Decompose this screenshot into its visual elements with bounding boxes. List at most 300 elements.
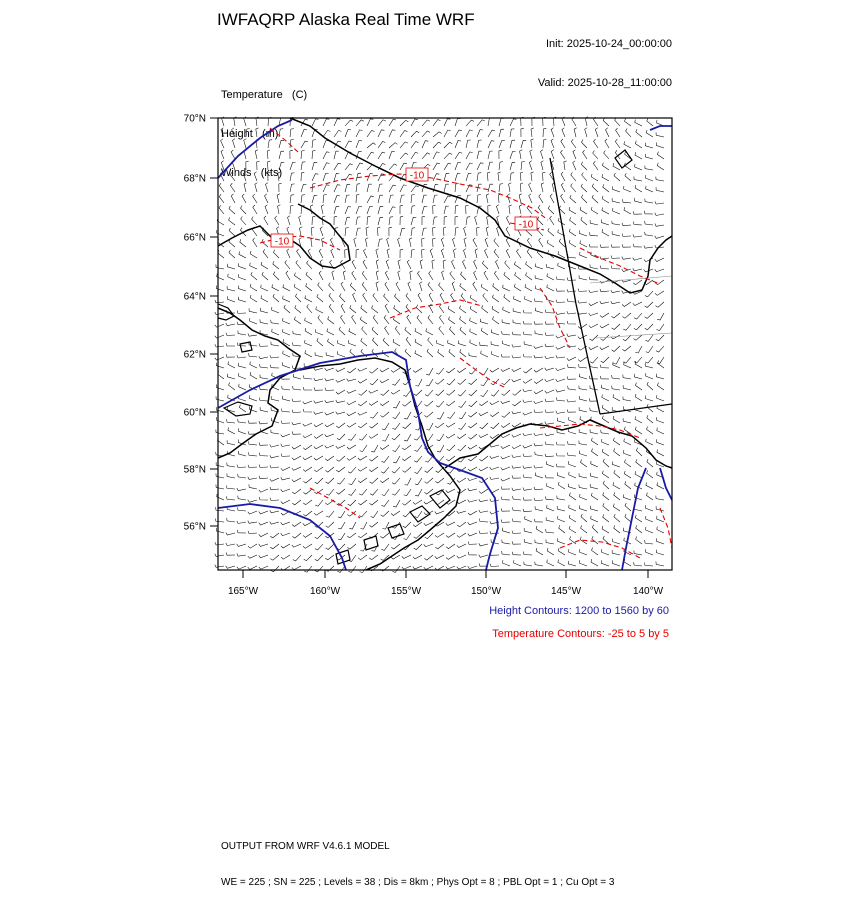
wind-barb [230,183,235,192]
wind-barb [281,500,290,504]
wind-barb [422,141,428,148]
wind-barb [314,368,323,371]
wind-barb [439,304,444,313]
wind-barb [303,544,312,548]
wind-barb [358,456,367,460]
wind-barb [509,205,512,214]
wind-barb [440,293,444,302]
wind-barb [413,555,422,559]
wind-barb [227,419,235,423]
wind-barb [470,340,477,346]
wind-barb [417,315,422,324]
wind-barb [425,390,433,396]
wind-barb [314,401,323,404]
wind-barb [349,340,357,346]
wind-barb [260,319,268,324]
wind-barb [226,323,235,326]
wind-barb [505,261,510,270]
wind-barb [358,423,367,428]
wind-barb [635,346,642,353]
wind-barb [490,467,499,470]
wind-barb [455,141,461,148]
wind-barb [337,478,345,484]
wind-barb [506,249,510,258]
wind-barb [250,395,258,401]
wind-barb [479,519,488,522]
wind-barb [312,162,317,170]
wind-barb [311,238,314,247]
wind-barb [512,401,521,406]
wind-barb [275,216,279,225]
wind-barb [657,383,664,390]
wind-barb [464,227,467,236]
wind-barb [443,227,446,236]
wind-barb [301,195,305,203]
wind-barb [556,453,565,456]
wind-barb [657,152,664,159]
wind-barb [527,238,532,247]
wind-barb [568,561,576,566]
wind-barb [248,566,257,570]
wind-barb [215,554,224,557]
wind-barb [395,326,400,335]
wind-barb [459,401,467,407]
wind-barb [645,540,653,544]
wind-barb [338,511,345,518]
wind-barb [356,141,362,149]
wind-barb [369,555,378,560]
wind-barb [292,566,301,570]
wind-barb [385,304,389,313]
wind-barb [325,400,334,403]
wind-barb [259,398,268,401]
wind-barb [600,256,609,259]
wind-barb [369,456,378,461]
wind-barb [226,552,235,555]
wind-barb [494,238,499,247]
wind-barb [425,401,434,406]
wind-barb [513,320,521,324]
wind-barb [356,217,360,225]
wind-barb [369,500,378,505]
wind-barb [340,294,346,302]
wind-barb [482,305,488,313]
wind-barb [358,555,367,560]
wind-barb [295,294,301,302]
wind-barb [503,285,510,291]
wind-barb [318,283,323,292]
wind-barb [570,195,576,203]
wind-barb [327,328,334,335]
wind-barb [228,296,236,302]
wind-barb [229,228,235,236]
wind-barb [436,390,444,396]
wind-barb [523,310,532,313]
wind-barb [389,130,395,137]
wind-barb [501,486,510,489]
wind-barb [570,536,576,544]
wind-barb [556,277,565,281]
wind-barb [290,129,294,137]
wind-barb [259,344,268,347]
wind-barb [219,205,224,214]
wind-barb [437,445,444,452]
wind-barb [444,153,452,159]
wind-barb [561,139,565,148]
wind-barb [580,207,587,214]
wind-barb [501,445,510,449]
wind-barb [546,264,554,269]
wind-barb [603,536,609,544]
wind-barb [244,183,247,192]
wind-barb [336,412,345,415]
wind-barb [270,544,279,549]
wind-barb [538,217,544,225]
wind-barb [604,151,609,160]
wind-barb [249,441,258,445]
wind-barb [590,232,599,236]
wind-barb [623,397,631,402]
wind-barb [221,150,224,159]
wind-barb [534,498,543,501]
wind-barb [512,466,521,469]
wind-barb [501,354,510,357]
wind-barb [602,526,609,533]
wind-barb [556,346,565,349]
wind-barb [614,448,620,456]
wind-barb [396,282,400,291]
valid-time: Valid: 2025-10-28_11:00:00 [537,77,672,89]
wind-barb [366,227,369,236]
wind-barb [590,408,598,412]
wind-barb [510,173,514,181]
wind-barb [238,419,246,423]
wind-barb [601,385,609,390]
wind-barb [624,439,631,446]
wind-barb [345,141,352,148]
wind-barb [556,335,565,338]
wind-barb [381,390,389,395]
wind-barb [255,183,258,192]
wind-barb [523,389,532,392]
wind-barb [655,213,664,216]
wind-barb [646,186,653,192]
wind-barb [519,205,522,214]
wind-barb [545,390,554,393]
wind-barb [513,390,522,395]
wind-barb [468,488,477,491]
wind-barb [331,249,334,258]
wind-barb [281,533,290,536]
wind-barb [569,526,576,533]
wind-barb [499,150,502,159]
wind-barb [381,467,389,473]
wind-barb [512,332,521,335]
wind-barb [514,262,521,269]
wind-barb [303,511,312,516]
wind-barb [424,489,433,494]
wind-barb [602,560,610,566]
wind-barb [271,320,279,324]
wind-barb [477,151,482,159]
wind-barb [283,318,290,324]
wind-barb [581,525,587,533]
wind-barb [238,297,246,302]
wind-barb [525,296,532,302]
wind-barb [634,562,642,566]
wind-barb [468,434,477,439]
wind-barb [442,271,445,280]
wind-barb [392,566,400,572]
wind-barb [334,119,340,126]
wind-barb [227,374,235,379]
wind-barb [592,536,598,544]
wind-barb [260,308,268,313]
wind-barb [367,196,374,203]
wind-barb [589,313,598,316]
wind-barb [249,353,257,357]
wind-barb [581,184,587,192]
wind-barb [644,563,653,567]
wind-barb [567,334,576,337]
wind-barb [329,293,334,302]
wind-barb [312,150,316,159]
wind-barb [404,489,411,496]
wind-barb [392,379,400,385]
wind-barb [455,205,458,214]
wind-barb [512,445,521,449]
wind-barb [293,331,301,335]
wind-barb [422,153,430,159]
wind-barb [259,497,268,500]
wind-barb [613,482,620,489]
wind-barb [622,346,631,351]
wind-barb [645,291,653,297]
wind-barb [283,362,291,368]
wind-barb [457,566,466,569]
wind-barb [281,544,290,548]
wind-barb [469,353,477,357]
wind-barb [573,161,576,170]
wind-barb [268,161,271,170]
wind-barb [347,533,356,538]
wind-barb [315,352,323,357]
wind-barb [238,507,247,511]
wind-barb [336,368,345,372]
wind-barb [558,559,565,566]
wind-barb [523,412,532,415]
wind-barb [221,139,224,148]
wind-barb [488,118,492,126]
wind-barb [303,401,312,404]
wind-barb [303,434,312,438]
wind-barb [293,342,302,346]
wind-barb [373,315,378,324]
wind-barb [567,321,576,324]
wind-barb [345,207,351,214]
wind-barb [241,206,247,214]
wind-barb [499,118,504,126]
wind-barb [314,456,323,460]
wind-barb [314,423,323,427]
wind-barb [531,139,534,148]
map-title: IWFAQRP Alaska Real Time WRF [217,10,475,29]
wind-barb [526,273,532,281]
wind-barb [229,239,235,247]
wind-barb [546,496,555,500]
wind-barb [265,194,269,203]
wind-barb [370,489,378,495]
wind-barb [525,516,532,522]
wind-barb [394,305,400,313]
wind-barb [512,475,521,478]
wind-barb [466,140,471,148]
wind-barb [657,482,664,489]
wind-barb [380,445,389,450]
wind-barb [509,183,512,192]
wind-barb [612,346,620,352]
wind-barb [646,439,653,445]
wind-barb [625,514,631,522]
wind-barb [358,478,367,483]
wind-barb [589,244,598,247]
wind-barb [535,562,543,566]
wind-barb [326,544,334,550]
wind-barb [380,533,389,538]
wind-barb [356,207,362,215]
wind-barb [613,362,620,368]
wind-barb [504,294,510,302]
wind-barb [325,445,334,448]
wind-barb [477,120,485,126]
svg-text:-10: -10 [274,236,290,248]
wind-barb [470,295,477,302]
wind-barb [432,260,435,269]
wind-barb [216,396,224,401]
wind-barb [326,489,334,495]
wind-barb [272,284,279,291]
wind-barb [433,227,436,236]
wind-barb [325,456,334,461]
wind-barb [468,478,477,481]
wind-barb [568,441,576,445]
wind-barb [447,390,456,395]
wind-barb [567,357,576,361]
wind-barb [348,566,356,572]
wind-barb [571,139,576,148]
wind-barb [468,412,477,417]
wind-barb [579,429,587,434]
wind-barb [647,382,653,390]
wind-barb [656,187,664,192]
wind-barb [558,482,565,489]
wind-barb [400,153,408,159]
wind-barb [433,238,436,247]
wind-barb [523,454,532,457]
wind-barb [589,376,598,379]
wind-barb [589,324,598,328]
wind-barb [345,130,351,137]
wind-barb [655,201,664,204]
wind-barb [271,430,279,434]
wind-barb [238,496,246,500]
wind-barb [557,472,565,478]
wind-barb [466,152,473,159]
wind-barb [490,412,499,417]
wind-barb [657,538,665,544]
wind-barb [611,313,620,318]
wind-barb [328,316,334,324]
wind-barb [657,449,664,456]
wind-barb [545,442,554,445]
wind-barb [470,329,477,335]
wind-barb [402,500,411,505]
wind-barb [348,500,356,506]
wind-barb [389,143,398,148]
wind-barb [226,333,235,336]
wind-barb [468,456,477,461]
wind-barb [363,260,367,269]
wind-barb [314,378,323,381]
wind-barb [481,284,488,291]
wind-barb [380,379,389,383]
wind-barb [345,184,350,192]
wind-barb [411,186,419,192]
wind-barb [384,315,389,324]
wind-barb [259,533,268,537]
wind-barb [404,434,411,441]
wind-barb [323,195,327,204]
wind-barb [567,376,576,379]
border [550,158,672,414]
wind-barb [513,496,521,500]
wind-barb [446,401,455,406]
wind-barb [338,340,346,346]
wind-barb [428,315,433,324]
wind-barb [580,494,587,500]
wind-barb [634,374,642,379]
wind-barb [493,283,499,291]
wind-barb [238,474,246,478]
wind-barb [457,368,466,373]
wind-barb [400,185,407,192]
wind-barb [433,152,440,159]
wind-barb [215,542,224,545]
wind-barb [581,217,587,225]
wind-barb [381,500,389,506]
wind-barb [248,531,257,534]
wind-barb [226,486,235,490]
wind-barb [622,223,631,226]
wind-barb [510,140,515,148]
wind-barb [657,417,665,423]
wind-barb [444,173,449,181]
wind-barb [285,260,290,269]
wind-barb [547,560,554,566]
wind-barb [523,466,532,469]
wind-barb [424,566,433,570]
wind-barb [437,340,445,346]
wind-barb [389,185,396,192]
wind-barb [336,445,345,448]
wind-barb [292,533,301,538]
wind-barb [249,308,257,313]
wind-barb [624,207,631,214]
wind-barb [376,260,379,269]
wind-barb [292,544,301,547]
wind-barb [530,150,533,159]
wind-barb [457,533,466,537]
